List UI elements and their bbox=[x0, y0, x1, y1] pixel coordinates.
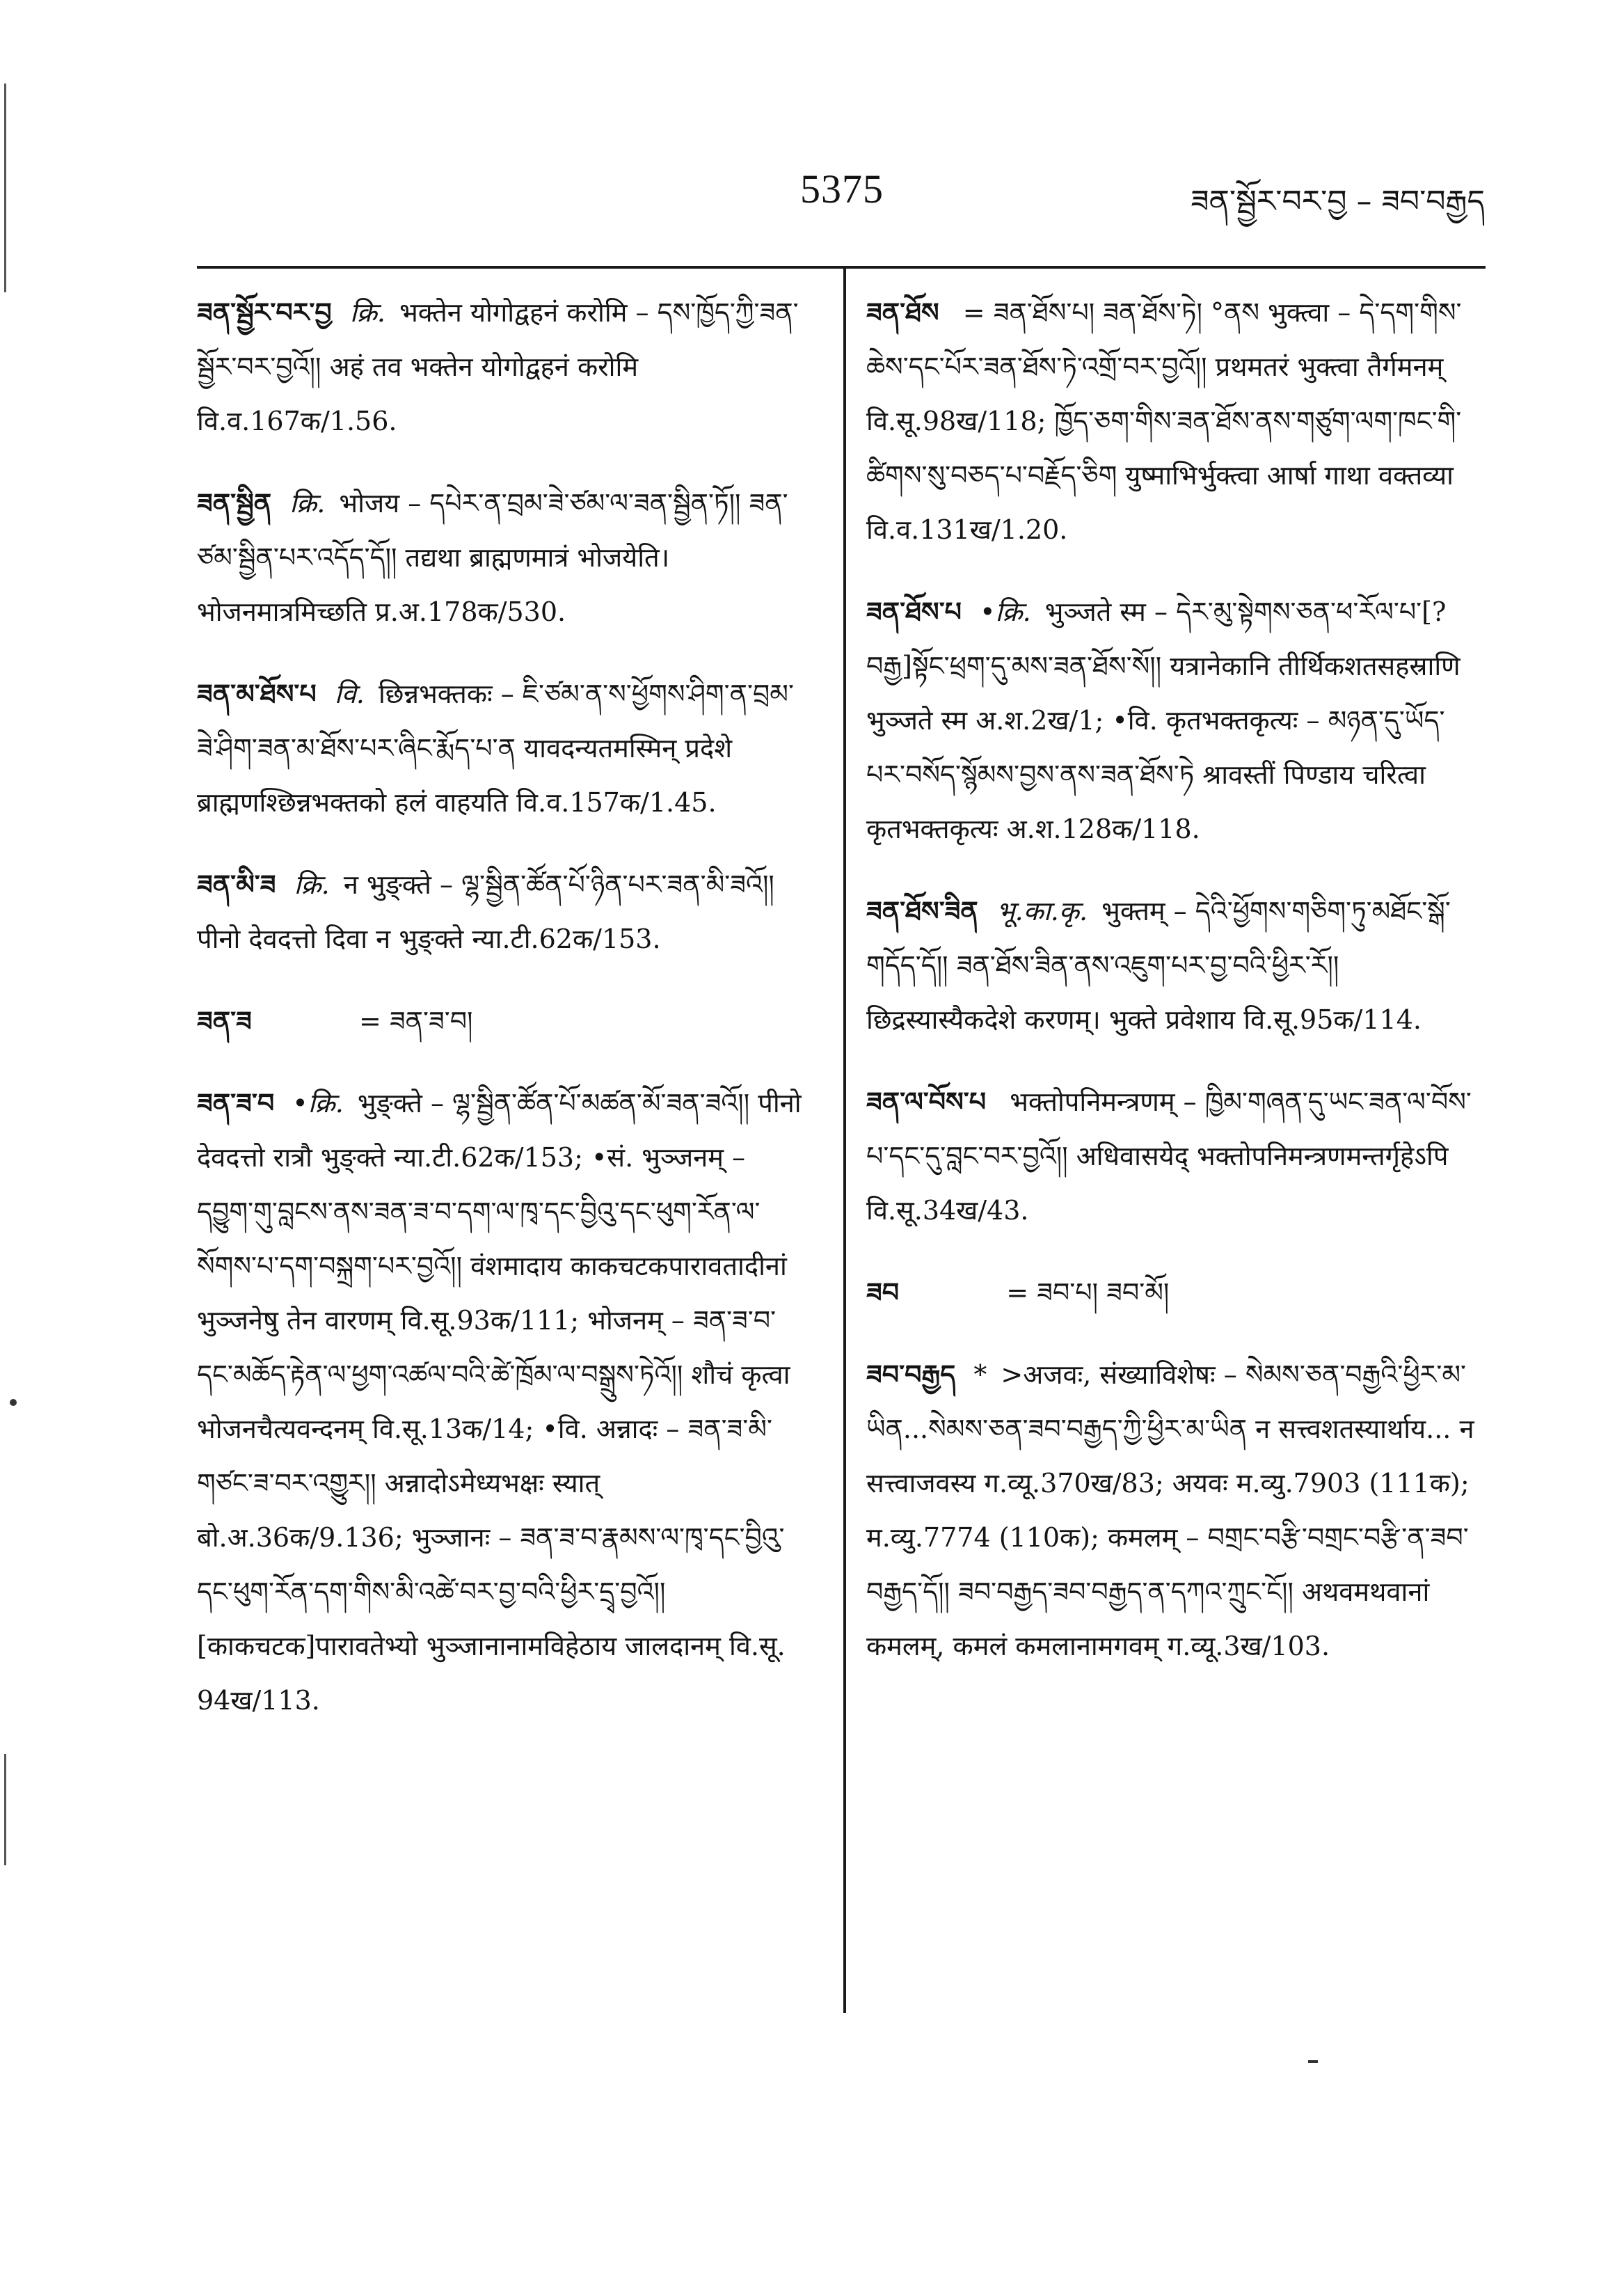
right-column bbox=[866, 285, 1479, 1701]
running-head: ཟན་སྦྱོར་བར་བྱ – ཟབ་བརྒྱད bbox=[1191, 184, 1485, 219]
entry-headword: ཟན་མི་ཟ bbox=[197, 869, 276, 900]
grammar-label: * bbox=[973, 1359, 987, 1390]
entry-headword: ཟན་མ་ཐོས་པ bbox=[197, 679, 317, 709]
dictionary-entry bbox=[197, 667, 809, 830]
entry-body: भोजय – དཔེར་ན་བྲམ་ཟེ་ཙམ་ལ་ཟན་སྦྱིན་ཏོ།། ཟན་ཙམ་སྦྱིན་པར་འདོད་དོ།། तद्यथा ब्राह्मणमात्रं भोजयेति। भोजनमात्रमिच्छति प्र.अ.178क/530. bbox=[197, 488, 788, 627]
scan-speck bbox=[10, 1399, 17, 1406]
dictionary-entry bbox=[197, 857, 809, 966]
scan-speck bbox=[1308, 2060, 1318, 2063]
grammar-label: क्रि. bbox=[289, 488, 326, 519]
grammar-label: क्रि. bbox=[294, 869, 330, 900]
dictionary-entry bbox=[866, 1075, 1479, 1238]
grammar-label: वि. bbox=[334, 679, 365, 709]
column-divider bbox=[843, 266, 846, 2013]
page-number: 5375 bbox=[800, 166, 884, 212]
dictionary-entry bbox=[197, 1076, 809, 1727]
entry-body: छिन्नभक्तकः – ཇི་ཙམ་ན་ས་ཕྱོགས་ཤིག་ན་བྲམ་ཟེ་ཤིག་ཟན་མ་ཐོས་པར་ཞིང་རྨོད་པ་ན यावदन्यतमस्मिन् प्रदेशे ब्राह्मणश्छिन्नभक्तको हलं वाहयति वि.व.157क/1.45. bbox=[197, 679, 794, 818]
entry-headword: ཟན་ཟ bbox=[197, 1006, 252, 1036]
entry-headword: ཟན་ཐོས bbox=[866, 297, 939, 328]
grammar-label: क्रि. bbox=[349, 297, 385, 328]
left-column bbox=[197, 285, 809, 1755]
dictionary-entry bbox=[866, 585, 1479, 856]
entry-headword: ཟན་ཐོས་པ bbox=[866, 596, 962, 627]
grammar-label: •क्रि. bbox=[292, 1088, 344, 1118]
entry-body: >अजवः, संख्याविशेषः – སེམས་ཅན་བརྒྱའི་ཕྱིར་མ་ཡིན...སེམས་ཅན་ཟབ་བརྒྱད་ཀྱི་ཕྱིར་མ་ཡིན न सत्त्वशतस्यार्थाय... न सत्त्वाजवस्य ग.व्यू.370ख/83; अयवः म.व्यु.7903 (111क); म.व्यु.7774 (110क); कमलम् – བགྲང་བརྩི་བགྲང་བརྩི་ན་ཟབ་བརྒྱད་དོ།། ཟབ་བརྒྱད་ཟབ་བརྒྱད་ན་དཀའ་ཀྲུང་ངོ།། अथवमथवानां कमलम्, कमलं कमलानामगवम् ग.व्यू.3ख/103. bbox=[866, 1359, 1474, 1661]
entry-body: भक्तेन योगोद्वहनं करोमि – དས་ཁྱོད་ཀྱི་ཟན་སྦྱོར་བར་བྱའོ།། अहं तव भक्तेन योगोद्वहनं करोमि वि.व.167क/1.56. bbox=[197, 297, 799, 436]
entry-body: = ཟན་ཟ་བ། bbox=[358, 1006, 473, 1036]
header-rule bbox=[197, 266, 1486, 269]
dictionary-entry bbox=[866, 285, 1479, 557]
dictionary-entry bbox=[866, 1347, 1479, 1673]
entry-body: भुक्तम् – དེའི་ཕྱོགས་གཅིག་ཏུ་མཐོང་སྒོ་གདོད་དོ།། ཟན་ཐོས་ཟིན་ནས་འཇུག་པར་བྱ་བའི་ཕྱིར་རོ།། छिद्रस्यास्यैकदेशे करणम्। भुक्ते प्रवेशाय वि.सू.95क/114. bbox=[866, 896, 1451, 1035]
entry-headword: ཟན་སྦྱིན bbox=[197, 488, 272, 519]
entry-body: भुङ्क्ते – ལྷ་སྦྱིན་ཚོན་པོ་མཚན་མོ་ཟན་ཟའོ།། पीनो देवदत्तो रात्रौ भुङ्क्ते न्या.टी.62क/153; •सं. भुञ्जनम् – དབྱུག་གུ་བླངས་ནས་ཟན་ཟ་བ་དག་ལ་ཁྭ་དང་བྱིའུ་དང་ཕུག་རོན་ལ་སོགས་པ་དག་བསྐྲག་པར་བྱའོ།། वंशमादाय काकचटकपारावतादीनां भुञ्जनेषु तेन वारणम् वि.सू.93क/111; भोजनम् – ཟན་ཟ་བ་དང་མཆོད་རྟེན་ལ་ཕྱག་འཚལ་བའི་ཚེ་ཁྲོམ་ལ་བསྒྲུས་ཏེའོ།། शौचं कृत्वा भोजनचैत्यवन्दनम् वि.सू.13क/14; •वि. अन्नादः – ཟན་ཟ་མི་གཙང་ཟ་བར་འགྱུར།། अन्नादोऽमेध्यभक्षः स्यात् बो.अ.36क/9.136; भुञ्जानः – ཟན་ཟ་བ་རྣམས་ལ་ཁྭ་དང་བྱིའུ་དང་ཕུག་རོན་དག་གིས་མི་འཚེ་བར་བྱ་བའི་ཕྱིར་དྲྭ་བྱའོ།། [काकचटक]पारावतेभ्यो भुञ्जानानामविहेठाय जालदानम् वि.सू. 94ख/113. bbox=[197, 1088, 802, 1716]
scan-edge-mark bbox=[4, 1754, 6, 1865]
entry-headword: ཟབ་བརྒྱད bbox=[866, 1359, 956, 1390]
entry-headword: ཟན་ཟ་བ bbox=[197, 1088, 275, 1118]
dictionary-entry bbox=[197, 285, 809, 448]
scan-edge-mark bbox=[4, 84, 6, 292]
grammar-label: •क्रि. bbox=[980, 596, 1031, 627]
dictionary-entry bbox=[197, 994, 809, 1048]
entry-body: = ཟབ་པ། ཟབ་མོ། bbox=[1006, 1277, 1170, 1308]
entry-body: = ཟན་ཐོས་པ། ཟན་ཐོས་ཏེ། °ནས भुक्त्वा – དེ་དག་གིས་ཆེས་དང་པོར་ཟན་ཐོས་ཏེ་འགྲོ་བར་བྱའོ།། प्रथमतरं भुक्त्वा तैर्गमनम् वि.सू.98ख/118; ཁྱོད་ཅག་གིས་ཟན་ཐོས་ནས་གཙུག་ལག་ཁང་གི་ཚིགས་སུ་བཅད་པ་བརྗོད་ཅིག युष्माभिर्भुक्त्वा आर्षा गाथा वक्तव्या वि.व.131ख/1.20. bbox=[866, 297, 1462, 545]
entry-body: भुञ्जते स्म – དེར་མུ་སྟེགས་ཅན་ཕ་རོལ་པ་[?བརྒྱ]སྟོང་ཕྲག་དུ་མས་ཟན་ཐོས་སོ།། यत्रानेकानि तीर्थिकशतसहस्राणि भुञ्जते स्म अ.श.2ख/1; •वि. कृतभक्तकृत्यः – མཉན་དུ་ཡོད་པར་བསོད་སྙོམས་བྱས་ནས་ཟན་ཐོས་ཏེ श्रावस्तीं पिण्डाय चरित्वा कृतभक्तकृत्यः अ.श.128क/118. bbox=[866, 596, 1460, 844]
dictionary-entry bbox=[866, 884, 1479, 1047]
entry-body: भक्तोपनिमन्त्रणम् – ཁྱིམ་གཞན་དུ་ཡང་ཟན་ལ་བོས་པ་དང་དུ་བླང་བར་བྱའོ།། अधिवासयेद् भक्तोपनिमन्त्रणमन्तर्गृहेऽपि वि.सू.34ख/43. bbox=[866, 1086, 1472, 1226]
entry-headword: ཟན་ཐོས་ཟིན bbox=[866, 896, 978, 926]
dictionary-entry bbox=[866, 1265, 1479, 1320]
entry-body: न भुङ्क्ते – ལྷ་སྦྱིན་ཚོན་པོ་ཉིན་པར་ཟན་མི་ཟའོ།། पीनो देवदत्तो दिवा न भुङ्क्ते न्या.टी.62क/153. bbox=[197, 869, 774, 954]
grammar-label: भू.का.कृ. bbox=[996, 896, 1088, 926]
entry-headword: ཟན་སྦྱོར་བར་བྱ bbox=[197, 297, 332, 328]
entry-headword: ཟན་ལ་བོས་པ bbox=[866, 1086, 987, 1117]
entry-headword: ཟབ bbox=[866, 1277, 900, 1308]
dictionary-entry bbox=[197, 476, 809, 639]
